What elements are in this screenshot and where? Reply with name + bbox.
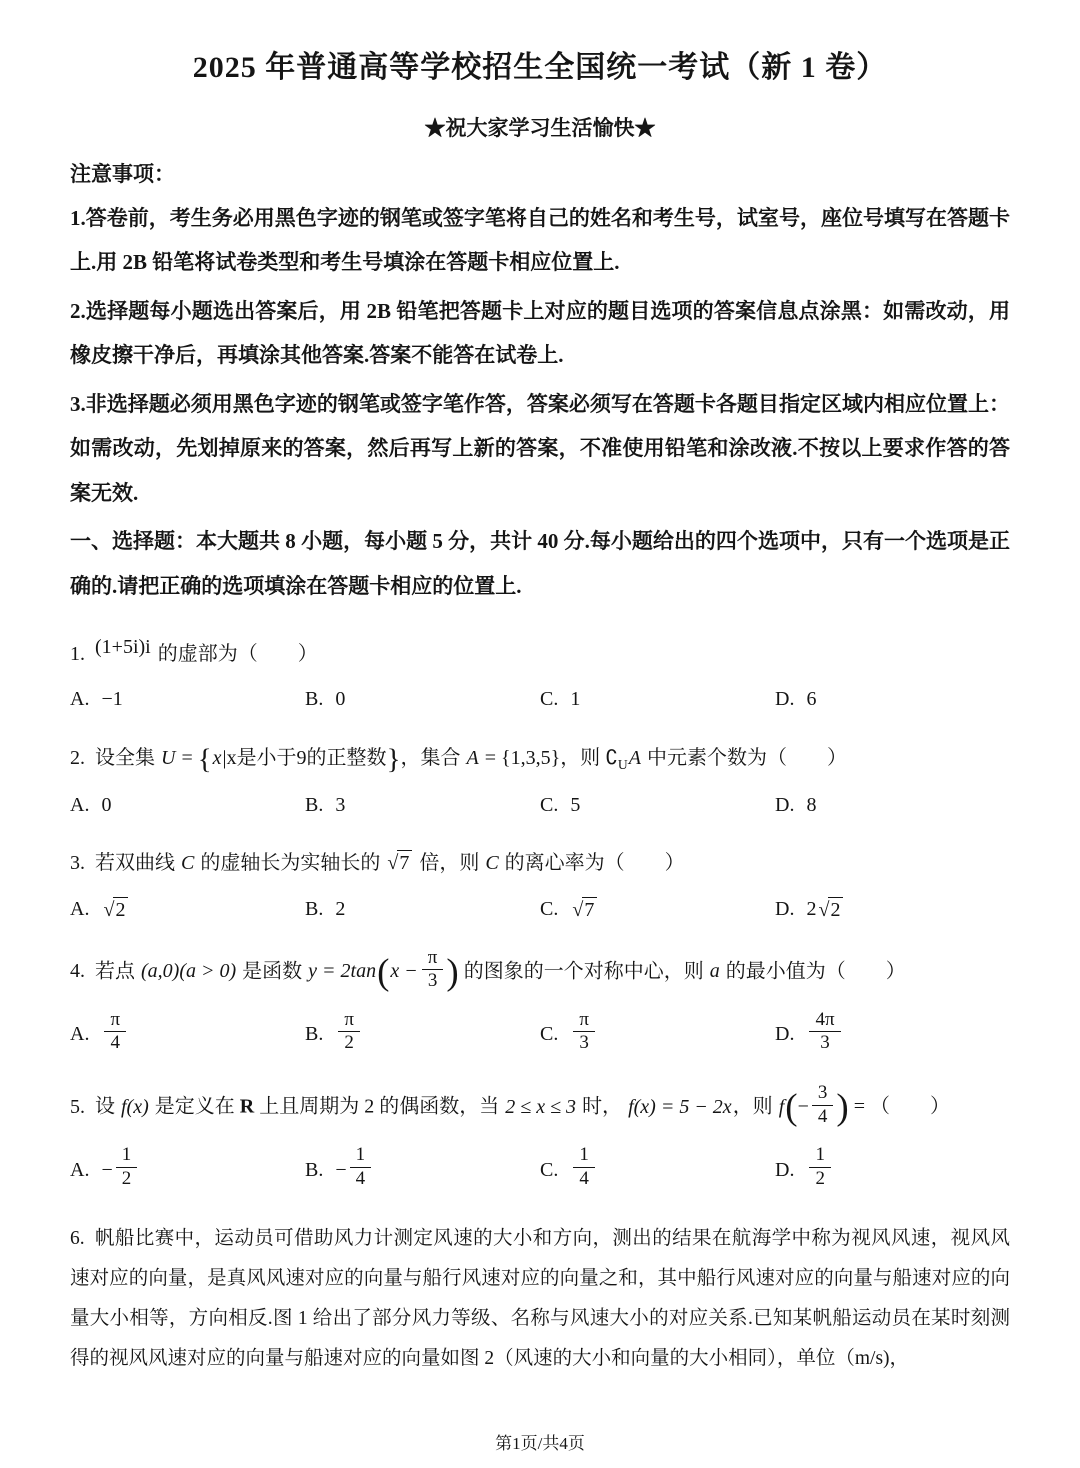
- option-label: B.: [305, 1158, 324, 1181]
- q5-option-b: [305, 1144, 540, 1193]
- q2-option-c: [540, 794, 775, 817]
- option-value: 3: [335, 793, 346, 816]
- q6-number: 6.: [70, 1227, 85, 1249]
- right-brace: }: [386, 743, 401, 776]
- denominator: 4: [579, 1167, 589, 1189]
- equals-sign: =: [181, 747, 193, 770]
- q2-text-2: ，集合: [400, 747, 461, 770]
- q2-number: 2.: [70, 747, 85, 770]
- question-6: [70, 1219, 1010, 1379]
- option-label: B.: [305, 1022, 324, 1045]
- radical-sign: √: [572, 898, 584, 921]
- fraction: [104, 1009, 126, 1055]
- sqrt-7: [572, 897, 597, 922]
- q5-text-5: ，则: [732, 1095, 773, 1118]
- q4-option-a: [70, 1008, 305, 1058]
- fraction-pi-3: [422, 947, 444, 993]
- denominator: 2: [121, 1167, 132, 1189]
- numerator: π: [104, 1009, 126, 1032]
- option-label: D.: [775, 897, 795, 920]
- option-value: 0: [101, 793, 112, 816]
- option-label: C.: [540, 688, 559, 711]
- q4-option-d: [775, 1008, 1010, 1058]
- denominator: 4: [817, 1105, 828, 1127]
- right-paren: ): [446, 951, 459, 993]
- q3-text-4: 的离心率为（ ）: [504, 851, 685, 874]
- question-4: [70, 946, 1010, 996]
- numerator: π: [573, 1009, 595, 1032]
- page-title: 2025 年普通高等学校招生全国统一考试（新 1 卷）: [192, 51, 888, 84]
- q2-options: [70, 794, 1010, 817]
- q3-text-2: 的虚轴长为实轴长的: [200, 851, 381, 874]
- fraction-3-4: [812, 1082, 834, 1128]
- option-label: C.: [540, 1022, 559, 1045]
- notice-1: 1.答卷前，考生务必用黑色字迹的钢笔或签字笔将自己的姓名和考生号，试室号，座位号填写在答题卡上.用 2B 铅笔将试卷类型和考生号填涂在答题卡相应位置上.: [70, 205, 1010, 275]
- q1-option-b: [305, 688, 540, 711]
- q3-text-3: 倍，则: [419, 851, 480, 874]
- denominator: 3: [579, 1031, 589, 1053]
- option-label: C.: [540, 793, 559, 816]
- sqrt-7: [387, 852, 412, 874]
- var-C: C: [181, 851, 195, 874]
- option-label: B.: [305, 793, 324, 816]
- function-f2: f: [778, 1095, 785, 1118]
- fraction: [338, 1009, 360, 1055]
- option-value: 6: [806, 688, 817, 711]
- q3-option-b: [305, 898, 540, 921]
- q2-option-d: [775, 794, 1010, 817]
- set-condition: x是小于9的正整数: [226, 747, 387, 770]
- minus-sign: −: [101, 1158, 113, 1181]
- coefficient: 2: [806, 897, 817, 920]
- numerator: π: [338, 1009, 360, 1032]
- option-label: A.: [70, 793, 90, 816]
- page-subtitle: ★祝大家学习生活愉快★: [424, 116, 656, 140]
- notice-2: 2.选择题每小题选出答案后，用 2B 铅笔把答题卡上对应的题目选项的答案信息点涂黑：如需改动，用橡皮擦干净后，再填涂其他答案.答案不能答在试卷上.: [70, 298, 1010, 368]
- q5-text-2: 是定义在: [154, 1095, 235, 1118]
- notices-heading: 注意事项：: [70, 162, 175, 186]
- var-a: a: [709, 960, 720, 983]
- equals-sign: =: [853, 1095, 865, 1118]
- fraction: [573, 1009, 595, 1055]
- q4-text-2: 是函数: [242, 960, 303, 983]
- function-f: f(x): [121, 1095, 149, 1118]
- set-bar: |: [222, 747, 227, 770]
- fraction: [350, 1144, 372, 1190]
- q6-text: 帆船比赛中，运动员可借助风力计测定风速的大小和方向，测出的结果在航海学中称为视风风速，视风风速对应的向量，是真风风速对应的向量与船行风速对应的向量之和，其中船行风速对应的向量与船速对应的向量大小相等，方向相反.图 1 给出了部分风力等级、名称与风速大小的对应关系.已知某帆船运动员在某时刻测得的视风风速对应的向量与船速对应的向量如图 2（风速的大小和向量的大小相同），单位（m/s)，: [70, 1227, 1010, 1369]
- numerator: 1: [573, 1144, 595, 1167]
- q5-option-c: [540, 1144, 775, 1193]
- left-paren: (: [785, 1087, 798, 1129]
- q2-text-3: ，则: [560, 747, 601, 770]
- option-label: D.: [775, 793, 795, 816]
- q3-option-c: [540, 897, 775, 922]
- radicand: 7: [582, 897, 597, 922]
- option-label: A.: [70, 688, 90, 711]
- q3-text-1: 若双曲线: [95, 851, 175, 874]
- complement-symbol: ∁: [605, 745, 618, 770]
- q4-option-c: [540, 1008, 775, 1058]
- fraction: [809, 1009, 840, 1055]
- q3-option-a: [70, 897, 305, 922]
- q1-number: 1.: [70, 643, 85, 666]
- fraction: [809, 1144, 831, 1190]
- option-value: 5: [570, 793, 581, 816]
- var-U: U: [161, 747, 176, 770]
- numerator: 1: [809, 1144, 831, 1167]
- notice-3: 3.非选择题必须用黑色字迹的钢笔或签字笔作答，答案必须写在答题卡各题目指定区域内相应位置上：如需改动，先划掉原来的答案，然后再写上新的答案，不准使用铅笔和涂改液.不按以上要求作答的答案无效.: [70, 391, 1010, 505]
- complement-subscript: U: [617, 757, 628, 773]
- radicand: 2: [113, 897, 128, 922]
- radical-sign: √: [103, 898, 115, 921]
- left-paren: (: [377, 951, 390, 993]
- option-label: D.: [775, 1158, 795, 1181]
- section-1-heading: 一、选择题：本大题共 8 小题，每小题 5 分，共计 40 分.每小题给出的四个选项中，只有一个选项是正确的.请把正确的选项填涂在答题卡相应的位置上.: [70, 529, 1010, 598]
- var-A2: A: [628, 747, 641, 770]
- minus-sign: −: [797, 1095, 809, 1118]
- q4-text-1: 若点: [95, 960, 135, 983]
- numerator: 3: [812, 1082, 834, 1105]
- point-expression: (a,0)(a > 0): [141, 960, 237, 983]
- q3-options: [70, 897, 1010, 922]
- q2-option-a: [70, 794, 305, 817]
- option-label: C.: [540, 897, 559, 920]
- q1-expression: (1+5i)i: [95, 636, 151, 659]
- option-value: −1: [101, 688, 123, 711]
- denominator: 2: [815, 1167, 825, 1189]
- numerator: 1: [350, 1144, 372, 1167]
- denominator: 4: [355, 1167, 366, 1189]
- tan-argument: x −: [390, 960, 418, 983]
- left-brace: {: [197, 743, 212, 776]
- option-label: D.: [775, 688, 795, 711]
- q1-text: 的虚部为（ ）: [157, 643, 318, 666]
- q4-options: [70, 1008, 1010, 1058]
- q1-option-c: [540, 688, 775, 711]
- function-rule: f(x) = 5 − 2x: [628, 1095, 732, 1118]
- option-label: C.: [540, 1158, 559, 1181]
- question-3: [70, 845, 1010, 881]
- option-value: 8: [806, 793, 817, 816]
- sqrt-2: [818, 897, 843, 922]
- q5-number: 5.: [70, 1095, 85, 1118]
- q1-options: [70, 688, 1010, 711]
- denominator: 3: [820, 1031, 830, 1053]
- q3-option-d: [775, 897, 1010, 922]
- inequality: 2 ≤ x ≤ 3: [505, 1095, 577, 1118]
- answer-blank: （ ）: [869, 1095, 950, 1118]
- q5-option-d: [775, 1144, 1010, 1193]
- var-x: x: [212, 747, 222, 770]
- radicand: 2: [828, 897, 843, 922]
- option-label: A.: [70, 1022, 90, 1045]
- question-5: [70, 1082, 1010, 1131]
- q1-option-d: [775, 688, 1010, 711]
- denominator: 4: [110, 1031, 120, 1053]
- function-head: y = 2tan: [308, 960, 377, 983]
- numerator: π: [422, 947, 444, 970]
- option-value: 1: [570, 688, 581, 711]
- option-label: B.: [305, 897, 324, 920]
- numerator: 1: [116, 1144, 138, 1167]
- radicand: 7: [397, 850, 412, 875]
- fraction: [573, 1144, 595, 1190]
- q5-text-3: 上且周期为 2 的偶函数，当: [259, 1095, 500, 1118]
- denominator: 3: [427, 970, 438, 992]
- question-2: [70, 739, 1010, 777]
- page-footer: 第1页/共4页: [495, 1434, 585, 1453]
- option-label: A.: [70, 1158, 90, 1181]
- q5-text-1: 设: [95, 1095, 115, 1118]
- radical-sign: √: [818, 898, 830, 921]
- q3-number: 3.: [70, 851, 85, 874]
- q2-option-b: [305, 794, 540, 817]
- fraction: [116, 1144, 138, 1190]
- q5-option-a: [70, 1144, 305, 1193]
- q5-text-4: 时，: [582, 1095, 623, 1118]
- q4-text-4: 的最小值为（ ）: [725, 960, 906, 983]
- q2-text-1: 设全集: [95, 747, 155, 770]
- radical-sign: √: [387, 851, 399, 874]
- numerator: 4π: [809, 1009, 840, 1032]
- question-1: [70, 636, 1010, 672]
- q4-option-b: [305, 1008, 540, 1058]
- q1-option-a: [70, 688, 305, 711]
- option-value: 0: [335, 688, 346, 711]
- right-paren: ): [836, 1087, 849, 1129]
- q4-number: 4.: [70, 960, 85, 983]
- set-A-def: = {1,3,5}: [484, 747, 561, 770]
- set-R: R: [239, 1095, 255, 1118]
- denominator: 2: [344, 1031, 354, 1053]
- option-label: B.: [305, 688, 324, 711]
- q2-text-4: 中元素个数为（ ）: [646, 747, 847, 770]
- var-A: A: [466, 747, 479, 770]
- sqrt-2: [103, 897, 128, 922]
- minus-sign: −: [335, 1158, 347, 1181]
- option-value: 2: [335, 897, 346, 920]
- var-C2: C: [485, 851, 499, 874]
- option-label: A.: [70, 897, 90, 920]
- q4-text-3: 的图象的一个对称中心，则: [463, 960, 704, 983]
- option-label: D.: [775, 1022, 795, 1045]
- q5-options: [70, 1144, 1010, 1193]
